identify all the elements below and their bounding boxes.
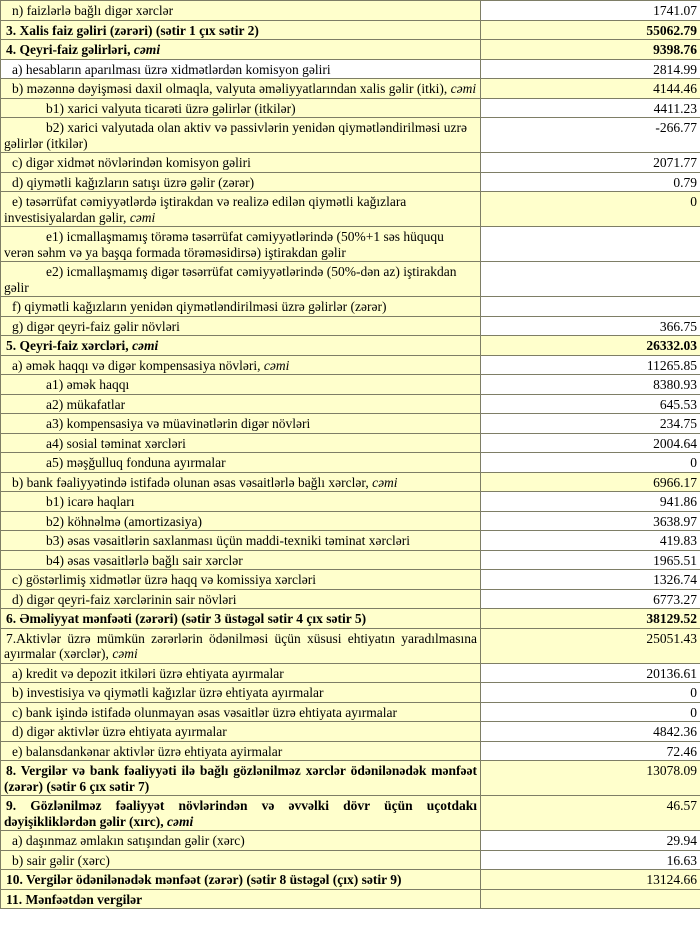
row-value-cell [481, 40, 700, 60]
row-label-italic-suffix: cəmi [132, 338, 159, 353]
row-value: 0 [690, 685, 697, 700]
row-label: c) bank işində istifadə olunmayan əsas vəsaitlər üzrə ehtiyata ayırmalar [12, 704, 397, 720]
table-row [1, 589, 700, 609]
row-value-cell [481, 59, 700, 79]
row-label-italic-suffix: cəmi [129, 209, 156, 225]
row-label-cell [1, 609, 481, 629]
row-value-cell [481, 531, 700, 551]
table-row [1, 472, 700, 492]
row-label: 11. Mənfəətdən vergilər [6, 891, 143, 907]
row-value: 26332.03 [646, 338, 697, 353]
row-value-cell [481, 761, 700, 796]
row-label: d) digər qeyri-faiz xərclərinin sair növləri [12, 591, 237, 607]
row-value-cell [481, 702, 700, 722]
row-label: 7.Aktivlər üzrə mümkün zərərlərin ödənilməsi üçün xüsusi ehtiyatın yaradılmasına ayırmalar (xərclər), [4, 630, 477, 661]
row-label-cell [1, 262, 481, 297]
row-label-cell [1, 172, 481, 192]
row-label: b) məzənnə dəyişməsi daxil olmaqla, valyuta əməliyyatlarından xalis gəlir (itki), [12, 81, 451, 96]
row-value-cell [481, 683, 700, 703]
row-value-cell [481, 889, 700, 909]
row-value: 2071.77 [653, 155, 697, 170]
row-label-cell [1, 414, 481, 434]
row-value-cell [481, 192, 700, 227]
row-value-cell [481, 511, 700, 531]
row-value: 38129.52 [646, 611, 697, 626]
row-label-cell [1, 98, 481, 118]
row-value-cell [481, 609, 700, 629]
table-row [1, 609, 700, 629]
table-row [1, 40, 700, 60]
row-label: 5. Qeyri-faiz xərcləri, [6, 338, 133, 353]
table-row [1, 153, 700, 173]
row-value-cell [481, 414, 700, 434]
row-label: 4. Qeyri-faiz gəlirləri, [6, 42, 134, 57]
table-row [1, 628, 700, 663]
row-label: 10. Vergilər ödənilənədək mənfəət (zərər) (sətir 8 üstəgəl (çıx) sətir 9) [6, 872, 402, 887]
row-label-italic-suffix: cəmi [263, 357, 290, 373]
row-label-cell [1, 192, 481, 227]
row-value: 2004.64 [653, 435, 697, 451]
table-row [1, 870, 700, 890]
row-label-italic-suffix: cəmi [167, 813, 194, 829]
table-row [1, 59, 700, 79]
table-row [1, 98, 700, 118]
row-label: d) qiymətli kağızların satışı üzrə gəlir (zərər) [12, 174, 255, 190]
row-value-cell [481, 663, 700, 683]
table-row [1, 433, 700, 453]
row-label-cell [1, 433, 481, 453]
row-value: 4842.36 [653, 724, 697, 739]
row-label: 3. Xalis faiz gəliri (zərəri) (sətir 1 çıx sətir 2) [6, 22, 259, 38]
row-label-italic-suffix: cəmi [372, 474, 398, 490]
row-label: a) hesabların aparılması üzrə xidmətlərdən komisyon gəliri [12, 61, 331, 77]
row-label-cell [1, 589, 481, 609]
table-row [1, 118, 700, 153]
row-label-cell [1, 355, 481, 375]
row-label: e) balansdankənar aktivlər üzrə ehtiyata ayirmalar [12, 743, 283, 759]
row-label-cell [1, 472, 481, 492]
row-value-cell [481, 355, 700, 375]
table-row [1, 79, 700, 99]
row-label-cell [1, 550, 481, 570]
row-label-cell [1, 79, 481, 99]
row-value-cell [481, 472, 700, 492]
table-row [1, 262, 700, 297]
row-value-cell [481, 227, 700, 262]
row-label-cell [1, 683, 481, 703]
row-label-cell [1, 453, 481, 473]
table-row [1, 172, 700, 192]
row-label: a) daşınmaz əmlakın satışından gəlir (xərc) [12, 833, 245, 848]
row-value-cell [481, 394, 700, 414]
row-label-cell [1, 59, 481, 79]
row-label-cell [1, 297, 481, 317]
row-value: 1326.74 [653, 572, 697, 587]
row-label: c) göstərlimiş xidmətlər üzrə haqq və komissiya xərcləri [12, 572, 317, 587]
row-label-cell [1, 336, 481, 356]
row-label: 9. Gözlənilməz fəaliyyət növlərindən və əvvəlki dövr üçün uçotdakı dəyişikliklərdən gəlir (xırc), [4, 798, 477, 829]
row-value-cell [481, 297, 700, 317]
row-label-cell [1, 375, 481, 395]
table-row [1, 336, 700, 356]
row-value: 9398.76 [653, 42, 697, 57]
row-value-cell [481, 98, 700, 118]
row-label-cell [1, 831, 481, 851]
table-row [1, 1, 700, 21]
row-label-cell [1, 227, 481, 262]
row-value-cell [481, 336, 700, 356]
row-label: f) qiymətli kağızların yenidən qiymətləndirilməsi üzrə gəlirlər (zərər) [12, 299, 387, 314]
table-row [1, 570, 700, 590]
row-value: 366.75 [659, 318, 697, 334]
row-label-cell [1, 663, 481, 683]
table-row [1, 355, 700, 375]
row-value-cell [481, 433, 700, 453]
row-label: c) digər xidmət növlərindən komisyon gəliri [12, 155, 251, 170]
row-value: 20136.61 [646, 665, 697, 681]
row-label-cell [1, 850, 481, 870]
row-value: 0 [690, 194, 697, 209]
table-row [1, 683, 700, 703]
row-label: b1) icarə haqları [46, 494, 135, 509]
row-value: 2814.99 [653, 61, 697, 77]
row-label: b) sair gəlir (xərc) [12, 852, 110, 868]
row-value: 1741.07 [653, 3, 697, 18]
row-value-cell [481, 453, 700, 473]
row-label: a3) kompensasiya və müavinətlərin digər növləri [46, 416, 311, 431]
row-label: b) bank fəaliyyətində istifadə olunan əsas vəsaitlərlə bağlı xərclər, [12, 474, 373, 490]
row-label-cell [1, 531, 481, 551]
row-value: 16.63 [666, 852, 697, 868]
table-row [1, 414, 700, 434]
table-row [1, 761, 700, 796]
row-value: 4144.46 [653, 81, 697, 96]
row-value: 13124.66 [646, 872, 697, 887]
table-row [1, 741, 700, 761]
row-label: d) digər aktivlər üzrə ehtiyata ayırmalar [12, 724, 227, 739]
row-label-cell [1, 20, 481, 40]
row-value: 6966.17 [653, 474, 697, 490]
row-value-cell [481, 492, 700, 512]
row-value-cell [481, 850, 700, 870]
row-value-cell [481, 1, 700, 21]
table-row [1, 316, 700, 336]
table-row [1, 550, 700, 570]
row-label: a) kredit və depozit itkiləri üzrə ehtiyata ayırmalar [12, 665, 284, 681]
row-label: a5) məşğulluq fonduna ayırmalar [46, 455, 226, 470]
row-label-cell [1, 394, 481, 414]
table-row [1, 889, 700, 909]
table-row [1, 297, 700, 317]
row-label: e) təsərrüfat cəmiyyətlərdə iştirakdan və realizə edilən qiymətli kağızlara investisiyalardan gəlir, [4, 194, 407, 225]
table-row [1, 492, 700, 512]
row-label-cell [1, 511, 481, 531]
row-label: b4) əsas vəsaitlərlə bağlı sair xərclər [46, 552, 243, 568]
row-label: b3) əsas vəsaitlərin saxlanması üçün maddi-texniki təminat xərcləri [46, 533, 411, 548]
row-label-cell [1, 761, 481, 796]
row-label-cell [1, 118, 481, 153]
row-value-cell [481, 316, 700, 336]
table-body [1, 1, 700, 909]
row-label-cell [1, 628, 481, 663]
row-label: b1) xarici valyuta ticarəti üzrə gəlirlər (itkilər) [46, 100, 296, 116]
table-row [1, 227, 700, 262]
row-value-cell [481, 796, 700, 831]
row-value: 941.86 [659, 494, 697, 509]
row-value-cell [481, 870, 700, 890]
row-label-cell [1, 741, 481, 761]
row-label-cell [1, 870, 481, 890]
table-row [1, 192, 700, 227]
row-value-cell [481, 570, 700, 590]
row-label-italic-suffix: cəmi [450, 81, 477, 96]
row-value: 72.46 [666, 743, 697, 759]
row-value: 11265.85 [646, 357, 697, 373]
row-value: 29.94 [666, 833, 697, 848]
table-row [1, 850, 700, 870]
row-label: a1) əmək haqqı [46, 377, 130, 392]
row-label-cell [1, 570, 481, 590]
row-label-cell [1, 316, 481, 336]
table-row [1, 511, 700, 531]
row-label: b2) köhnəlmə (amortizasiya) [46, 513, 202, 529]
row-label: e1) icmallaşmamış törəmə təsərrüfat cəmiyyətlərində (50%+1 səs hüququ verən səhm və ya başqa formada törəməsidirsə) iştirakdan gəlir [4, 229, 444, 260]
row-value: 46.57 [666, 798, 697, 813]
row-label-italic-suffix: cəmi [112, 646, 138, 661]
table-row [1, 796, 700, 831]
row-value: 55062.79 [646, 22, 697, 38]
table-row [1, 375, 700, 395]
table-row [1, 20, 700, 40]
row-label-cell [1, 40, 481, 60]
row-label: b) investisiya və qiymətli kağızlar üzrə ehtiyata ayırmalar [12, 685, 324, 700]
row-label: a) əmək haqqı və digər kompensasiya növləri, [12, 357, 264, 373]
row-value: 0 [690, 704, 697, 720]
row-value-cell [481, 550, 700, 570]
row-value: 0 [690, 455, 697, 470]
row-label: a2) mükafatlar [46, 396, 126, 412]
table-row [1, 663, 700, 683]
row-value-cell [481, 741, 700, 761]
table-row [1, 453, 700, 473]
row-value: 419.83 [659, 533, 697, 548]
row-value: 234.75 [659, 416, 697, 431]
row-label-cell [1, 722, 481, 742]
row-value-cell [481, 589, 700, 609]
row-label-cell [1, 796, 481, 831]
row-label: e2) icmallaşmamış digər təsərrüfat cəmiyyətlərində (50%-dən az) iştirakdan gəlir [4, 264, 457, 295]
row-value-cell [481, 20, 700, 40]
row-value-cell [481, 118, 700, 153]
row-label: 8. Vergilər və bank fəaliyyəti ilə bağlı gözlənilməz xərclər ödənilənədək mənfəət (zərər) (sətir 6 çıx sətir 7) [4, 763, 477, 794]
table-row [1, 531, 700, 551]
row-value: -266.77 [655, 120, 697, 135]
row-label: n) faizlərlə bağlı digər xərclər [12, 3, 174, 18]
row-value: 25051.43 [646, 630, 697, 646]
table-row [1, 394, 700, 414]
row-value: 4411.23 [653, 100, 697, 116]
row-label-cell [1, 702, 481, 722]
row-value-cell [481, 79, 700, 99]
row-value-cell [481, 831, 700, 851]
row-value-cell [481, 628, 700, 663]
row-label-cell [1, 1, 481, 21]
row-label-cell [1, 153, 481, 173]
row-value-cell [481, 375, 700, 395]
row-label-cell [1, 889, 481, 909]
row-label-italic-suffix: cəmi [133, 42, 161, 57]
table-row [1, 702, 700, 722]
row-label: b2) xarici valyutada olan aktiv və passivlərin yenidən qiymətləndirilməsi uzrə gəlirlər (itkilər) [4, 120, 467, 151]
row-value-cell [481, 262, 700, 297]
row-label: a4) sosial təminat xərcləri [46, 435, 186, 451]
row-value: 645.53 [659, 396, 697, 412]
row-value-cell [481, 172, 700, 192]
row-label: g) digər qeyri-faiz gəlir növləri [12, 318, 180, 334]
row-value: 6773.27 [653, 591, 697, 607]
row-value-cell [481, 722, 700, 742]
row-value: 0.79 [673, 174, 697, 190]
table-row [1, 831, 700, 851]
row-value: 8380.93 [653, 377, 697, 392]
row-label-cell [1, 492, 481, 512]
table-row [1, 722, 700, 742]
row-label: 6. Əməliyyat mənfəəti (zərəri) (sətir 3 üstəgəl sətir 4 çıx sətir 5) [6, 611, 367, 626]
row-value-cell [481, 153, 700, 173]
row-value: 1965.51 [653, 552, 697, 568]
row-value: 13078.09 [646, 763, 697, 778]
row-value: 3638.97 [653, 513, 697, 529]
